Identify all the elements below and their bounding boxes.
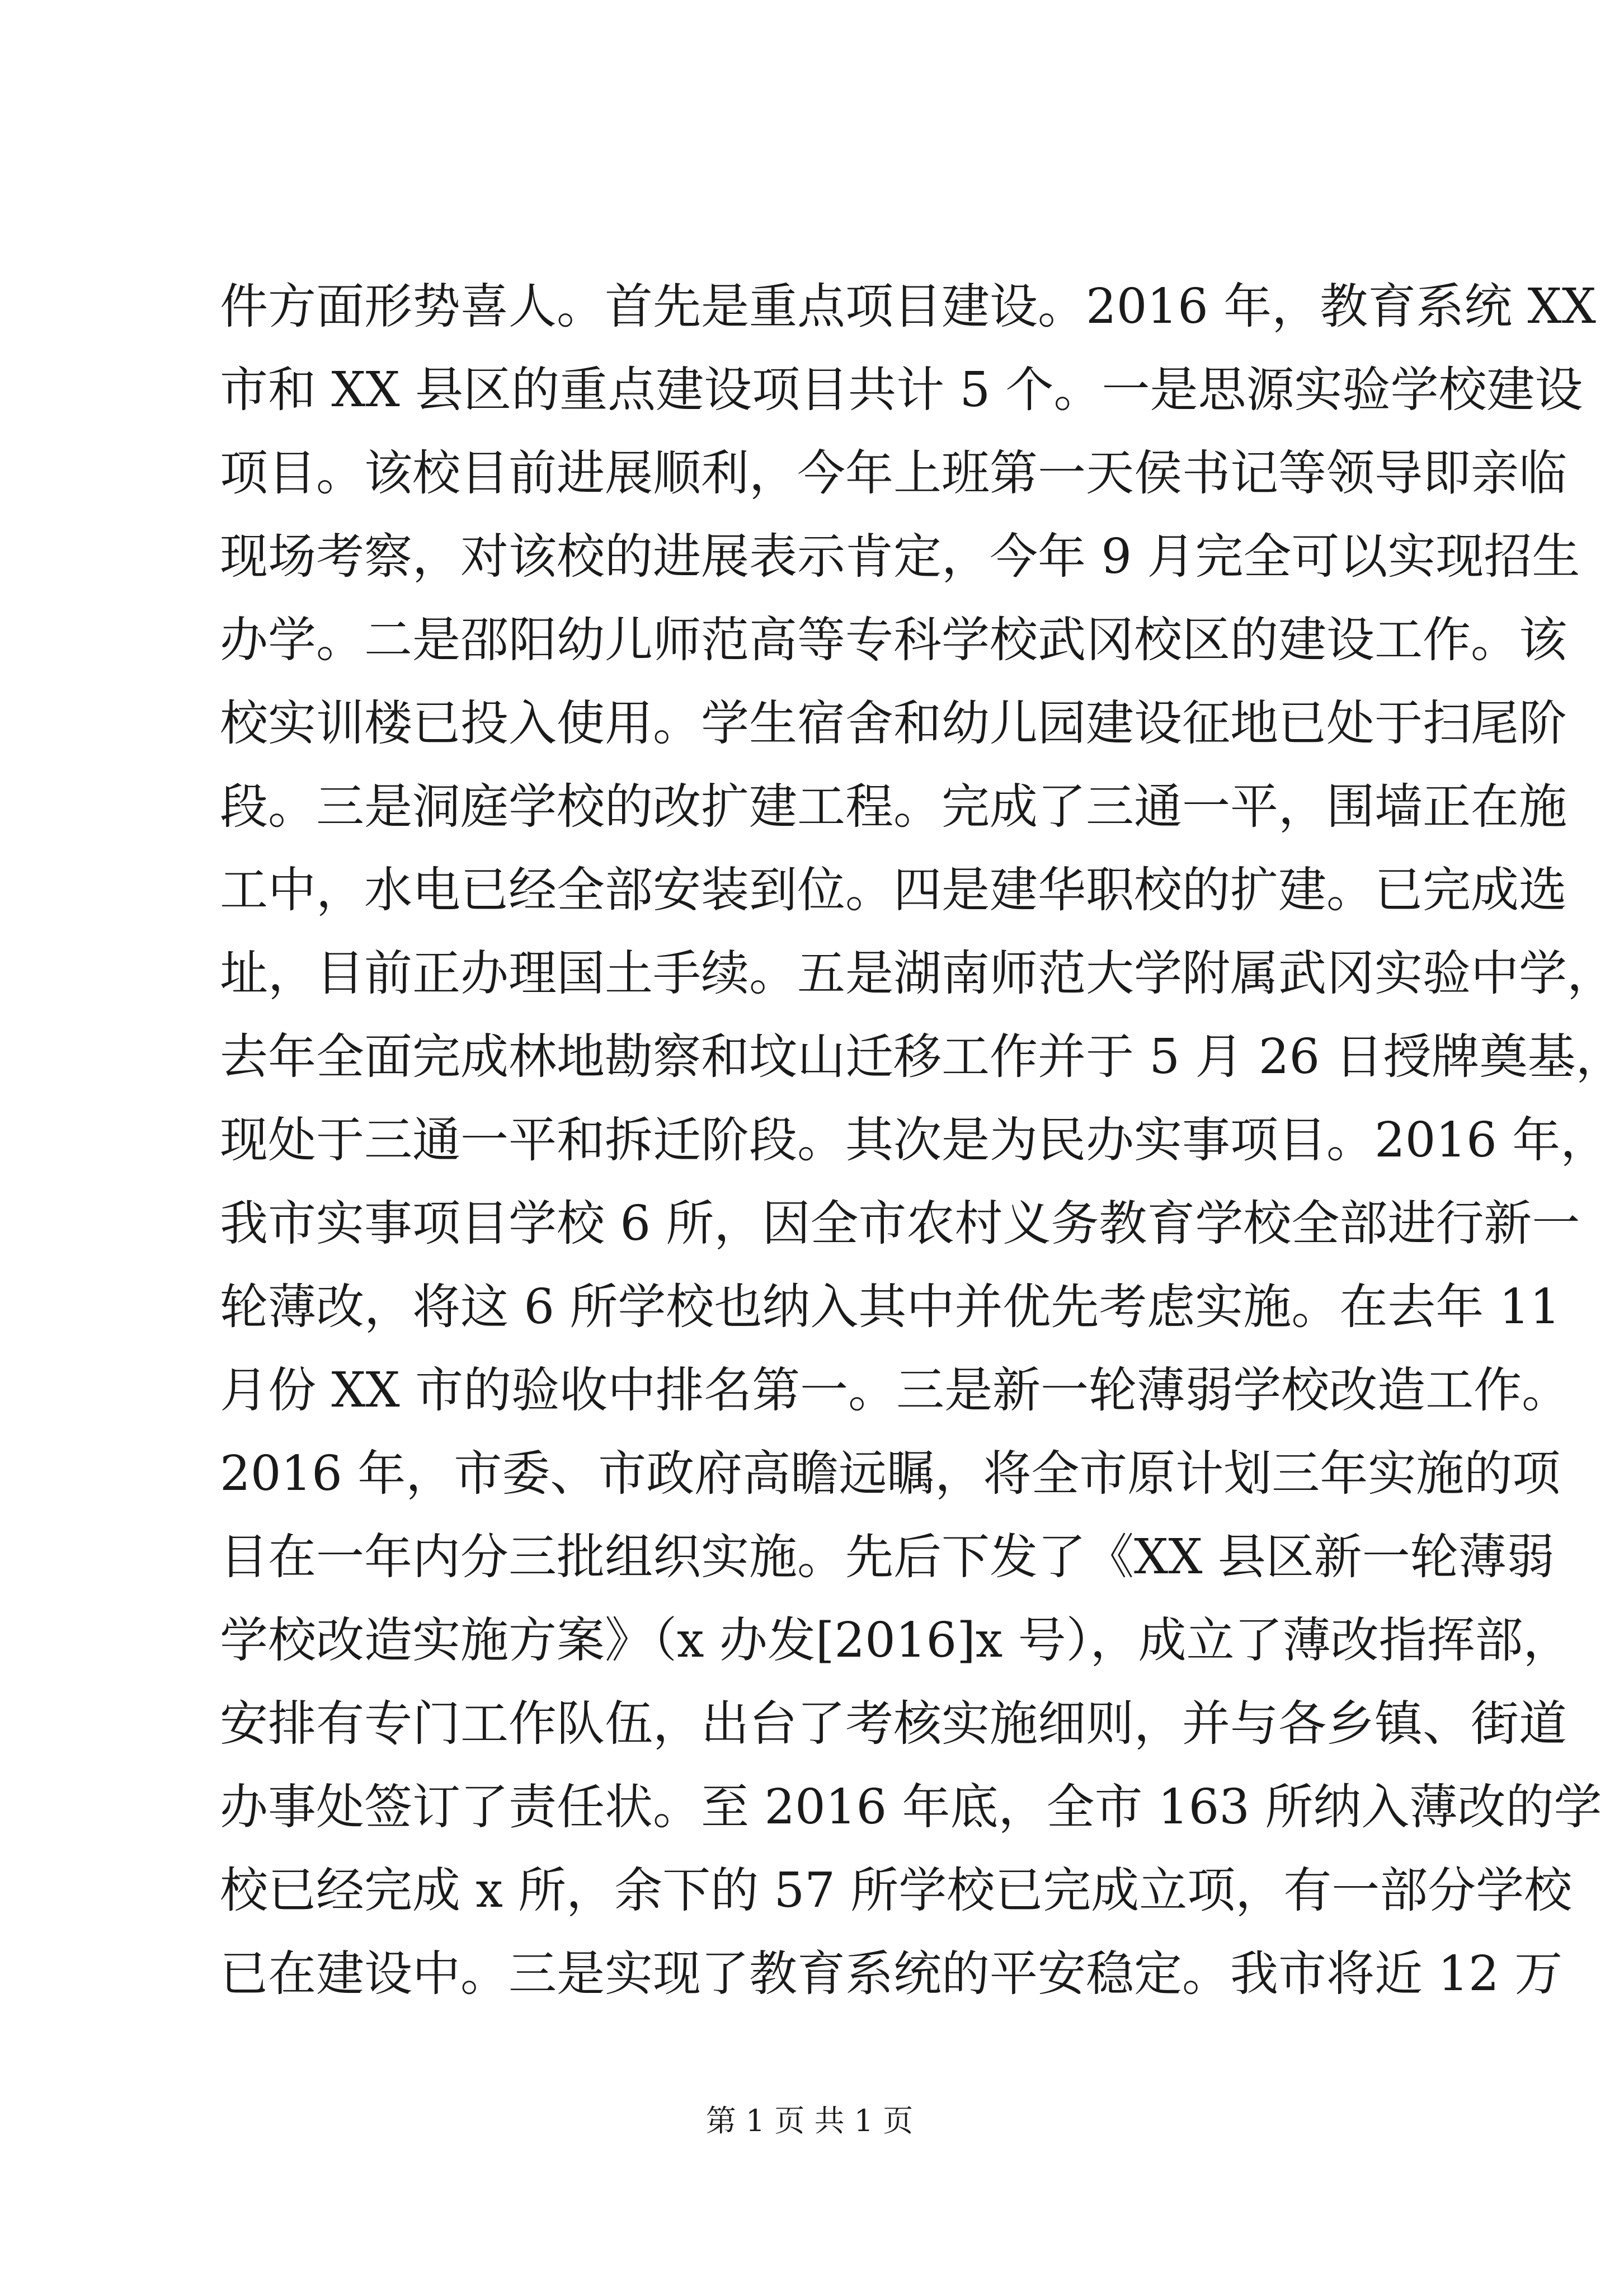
body-line: 安排有专门工作队伍，出台了考核实施细则，并与各乡镇、街道 [220, 1696, 1567, 1752]
body-line: 办事处签订了责任状。至 2016 年底，全市 163 所纳入薄改的学 [220, 1779, 1602, 1835]
body-line: 现处于三通一平和拆迁阶段。其次是为民办实事项目。2016 年， [220, 1112, 1609, 1168]
body-line: 项目。该校目前进展顺利，今年上班第一天侯书记等领导即亲临 [220, 445, 1567, 501]
document-body [220, 265, 1624, 2016]
body-line: 工中，水电已经全部安装到位。四是建华职校的扩建。已完成选 [220, 862, 1567, 918]
body-line: 件方面形势喜人。首先是重点项目建设。2016 年，教育系统 XX [220, 279, 1596, 335]
body-line: 已在建设中。三是实现了教育系统的平安稳定。我市将近 12 万 [220, 1946, 1563, 2002]
body-line: 校实训楼已投入使用。学生宿舍和幼儿园建设征地已处于扫尾阶 [220, 695, 1567, 751]
page-footer: 第 1 页 共 1 页 [705, 2103, 914, 2138]
body-line: 办学。二是邵阳幼儿师范高等专科学校武冈校区的建设工作。该 [220, 612, 1567, 668]
body-line: 市和 XX 县区的重点建设项目共计 5 个。一是思源实验学校建设 [220, 362, 1583, 418]
body-line: 段。三是洞庭学校的改扩建工程。完成了三通一平，围墙正在施 [220, 779, 1567, 835]
body-line: 我市实事项目学校 6 所，因全市农村义务教育学校全部进行新一 [220, 1196, 1580, 1252]
body-line: 校已经完成 x 所，余下的 57 所学校已完成立项，有一部分学校 [220, 1863, 1573, 1918]
body-line: 2016 年，市委、市政府高瞻远瞩，将全市原计划三年实施的项 [220, 1446, 1561, 1502]
body-line: 现场考察，对该校的进展表示肯定，今年 9 月完全可以实现招生 [220, 529, 1580, 585]
body-line: 址，目前正办理国土手续。五是湖南师范大学附属武冈实验中学， [220, 946, 1615, 1001]
body-line: 目在一年内分三批组织实施。先后下发了《XX 县区新一轮薄弱 [220, 1529, 1555, 1585]
body-line: 轮薄改，将这 6 所学校也纳入其中并优先考虑实施。在去年 11 [220, 1279, 1561, 1335]
body-line: 去年全面完成林地勘察和坟山迁移工作并于 5 月 26 日授牌奠基， [220, 1029, 1624, 1085]
body-line: 月份 XX 市的验收中排名第一。三是新一轮薄弱学校改造工作。 [220, 1362, 1570, 1418]
body-line: 学校改造实施方案》（x 办发[2016]x 号），成立了薄改指挥部， [220, 1612, 1571, 1668]
